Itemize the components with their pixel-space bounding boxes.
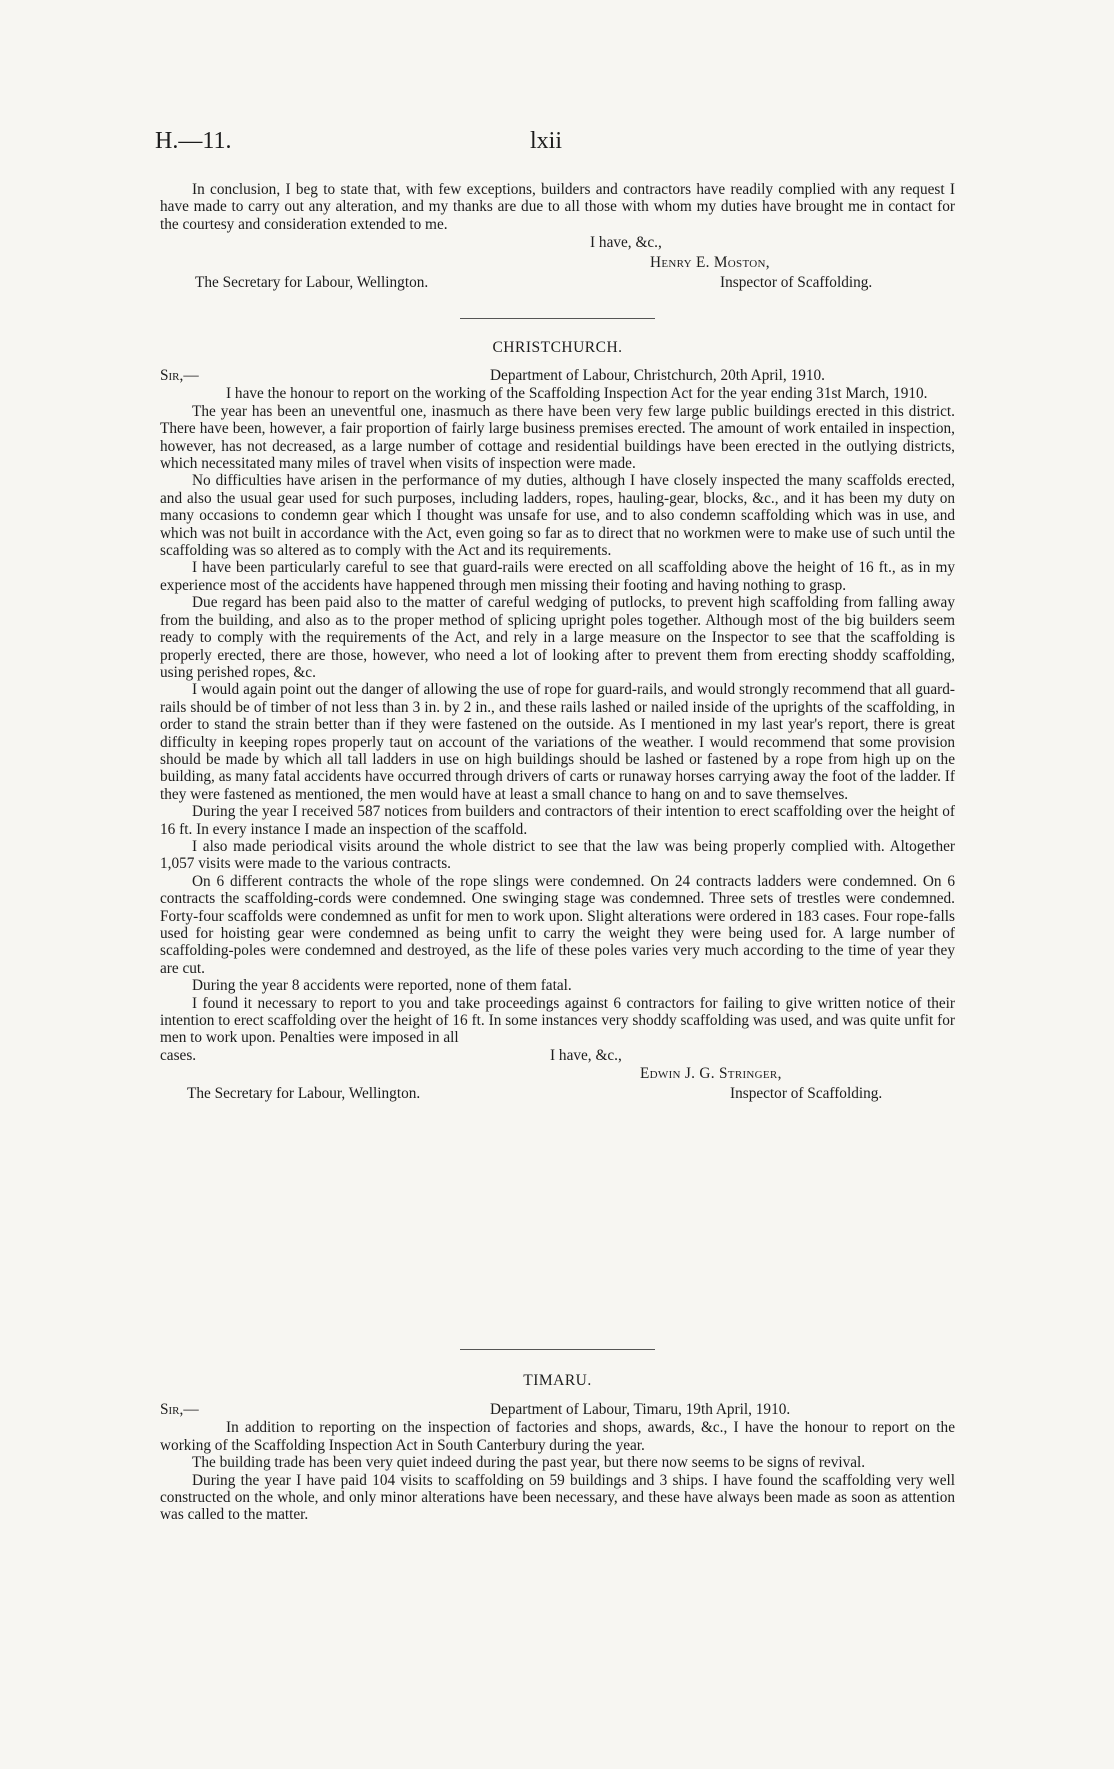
page-reference: H.—11. bbox=[155, 128, 232, 154]
paragraph: I found it necessary to report to you and take proceedings against 6 contractors for failing to give written notice of their intention to erect scaffolding over the height of 16 ft. In some instances very shoddy scaffolding was used, and was quite unfit for men to work upon. Penalties were imposed in all bbox=[160, 994, 955, 1047]
paragraph: During the year I received 587 notices from builders and contractors of their intention to erect scaffolding over the height of 16 ft. In every instance I made an inspection of the scaffold. bbox=[160, 803, 955, 838]
paragraph: I have been particularly careful to see that guard-rails were erected on all scaffolding above the height of 16 ft., as in my experience most of the accidents have happened through men missing their footing and having nothing to grasp. bbox=[160, 559, 955, 594]
closing-formula: I have, &c., bbox=[590, 234, 662, 252]
paragraph: Due regard has been paid also to the matter of careful wedging of putlocks, to prevent high scaffolding from falling away from the building, and also as to the proper method of splicing upright poles together. Although most of the big builders seem ready to comply with the requirements of the Act, and rely in a large measure on the Inspector to see that the scaffolding is properly erected, there are those, however, who need a lot of looking after to prevent them from erecting shoddy scaffolding, using perished ropes, &c. bbox=[160, 594, 955, 681]
paragraph: During the year I have paid 104 visits to scaffolding on 59 buildings and 3 ships. I have found the scaffolding very well constructed on the whole, and only minor alterations have been necessary, and these have always been made as soon as attention was called to the matter. bbox=[160, 1471, 955, 1524]
paragraph: The year has been an uneventful one, inasmuch as there have been very few large public buildings erected in this district. There have been, however, a fair proportion of fairly large business premises erected. The amount of work entailed in inspection, however, has not decreased, as a large number of cottage and residential buildings have been erected in the outlying districts, which necessitated many miles of travel when visits of inspection were made. bbox=[160, 402, 955, 473]
paragraph-end: cases. bbox=[160, 1046, 197, 1064]
signer-role: Inspector of Scaffolding. bbox=[720, 274, 873, 292]
dateline: Department of Labour, Timaru, 19th April, 1910. bbox=[490, 1401, 791, 1419]
paragraph: No difficulties have arisen in the performance of my duties, although I have closely inspected the many scaffolds erected, and also the usual gear used for such purposes, including ladders, ropes, hauling-gear, blocks, &c., and it has been my duty on many occasions to condemn gear which I thought was unsafe for use, and to also condemn scaffolding which was in use, and which was not built in accordance with the Act, even going so far as to direct that no workmen were to make use of such until the scaffolding was so altered as to comply with the Act and its requirements. bbox=[160, 472, 955, 560]
paragraph: I have the honour to report on the working of the Scaffolding Inspection Act for the year ending 31st March, 1910. bbox=[226, 385, 928, 403]
section-title: CHRISTCHURCH. bbox=[492, 339, 623, 356]
closing-line bbox=[160, 1047, 955, 1065]
intro-closing bbox=[160, 234, 955, 304]
addressee: The Secretary for Labour, Wellington. bbox=[195, 274, 429, 292]
intro-paragraph: In conclusion, I beg to state that, with few exceptions, builders and contractors have readily complied with any request I have made to carry out any alteration, and my thanks are due to all those with whom my duties have brought me in contact for the courtesy and consideration extended to me. bbox=[160, 181, 955, 233]
intro-section bbox=[160, 181, 955, 304]
salutation-line bbox=[160, 367, 955, 385]
paragraph: The building trade has been very quiet indeed during the past year, but there now seems to be signs of revival. bbox=[192, 1454, 866, 1472]
signature: Edwin J. G. Stringer, bbox=[640, 1064, 782, 1082]
salutation-line bbox=[160, 1401, 955, 1419]
dateline: Department of Labour, Christchurch, 20th April, 1910. bbox=[490, 367, 825, 385]
christchurch-section bbox=[160, 318, 955, 1103]
christchurch-closing bbox=[160, 1065, 955, 1103]
section-divider bbox=[460, 318, 655, 319]
section-title: TIMARU. bbox=[523, 1372, 592, 1389]
section-divider bbox=[460, 1349, 655, 1350]
closing-formula: I have, &c., bbox=[550, 1046, 622, 1064]
paragraph: I also made periodical visits around the whole district to see that the law was being properly complied with. Altogether 1,057 visits were made to the various contracts. bbox=[160, 837, 955, 873]
page-number: lxii bbox=[530, 128, 563, 154]
paragraph: In addition to reporting on the inspection of factories and shops, awards, &c., I have the honour to report on the working of the Scaffolding Inspection Act in South Canterbury during the year. bbox=[160, 1419, 955, 1454]
paragraph: On 6 different contracts the whole of the rope slings were condemned. On 24 contracts ladders were condemned. On 6 contracts the scaffolding-cords were condemned. One swinging stage was condemned. Three sets of trestles were condemned. Forty-four scaffolds were condemned as unfit for men to work upon. Slight alterations were ordered in 183 cases. Four rope-falls used for hoisting gear were condemned as being unfit to carry the weight they were being used for. A large number of scaffolding-poles were condemned and destroyed, as the life of these poles varies very much according to the time of year they are cut. bbox=[160, 872, 955, 977]
salutation: Sir,— bbox=[160, 1401, 199, 1419]
timaru-section bbox=[160, 1349, 955, 1524]
page-header bbox=[155, 128, 955, 158]
addressee: The Secretary for Labour, Wellington. bbox=[187, 1084, 421, 1102]
signature: Henry E. Moston, bbox=[650, 254, 770, 272]
paragraph: I would again point out the danger of allowing the use of rope for guard-rails, and would strongly recommend that all guard-rails should be of timber of not less than 3 in. by 2 in., and these rails lashed or nailed inside of the uprights of the scaffolding, in order to stand the strain better than if they were fastened on the outside. As I mentioned in my last year's report, there is great difficulty in keeping ropes properly taut on account of the variations of the weather. I would recommend that some provision should be made by which all tall ladders in use on high buildings should be lashed or fastened by a rope from high up on the building, as many fatal accidents have occurred through drivers of carts or runaway horses carrying away the foot of the ladder. If they were fastened as mentioned, the men would have at least a small chance to hang on and to save themselves. bbox=[160, 681, 955, 803]
salutation: Sir,— bbox=[160, 367, 199, 385]
signer-role: Inspector of Scaffolding. bbox=[730, 1084, 883, 1102]
paragraph: During the year 8 accidents were reported, none of them fatal. bbox=[192, 977, 572, 995]
